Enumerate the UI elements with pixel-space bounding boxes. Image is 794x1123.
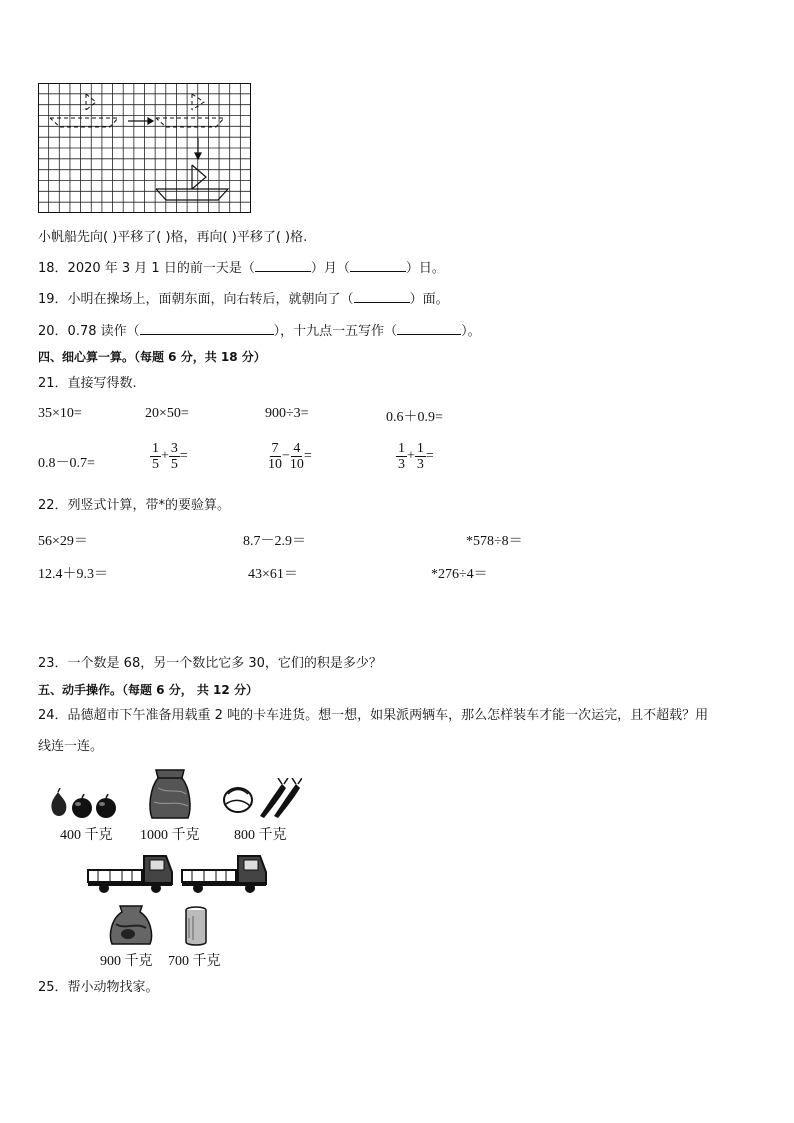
calc-item: 0.8－0.7= [38, 456, 95, 471]
question-text: ）日。 [405, 261, 445, 276]
fraction: $\frac{4}{10}$ [289, 441, 304, 472]
arrow-down-icon [195, 138, 201, 159]
question-24 [38, 707, 708, 725]
question-24-line2: 线连一连。 [38, 739, 104, 754]
answer-blank-day[interactable] [350, 259, 406, 272]
translation-grid-figure [38, 83, 252, 214]
question-number: 19． [38, 292, 68, 307]
fraction: $\frac{7}{10}$ [268, 441, 282, 472]
operator: − [282, 448, 290, 464]
calc-item: 12.4＋9.3＝ [38, 567, 108, 582]
question-text: 列竖式计算，带*的要验算。 [67, 498, 231, 513]
fraction: $\frac{1}{5}$ [152, 441, 159, 472]
question-18 [38, 259, 445, 278]
weight-label-sack: 1000 千克 [140, 828, 200, 843]
pear-apple-icon [48, 788, 120, 820]
section-5-title: 五、动手操作。（每题 6 分， 共 12 分） [38, 683, 258, 697]
sack-icon [148, 768, 192, 820]
question-23 [38, 655, 382, 673]
question-text: 2020 年 3 月 1 日的前一天是（ [67, 261, 255, 276]
question-text: 帮小动物找家。 [67, 980, 159, 995]
question-20 [38, 322, 481, 341]
question-number: 22． [38, 498, 68, 513]
question-text: 0.78 读作（ [67, 324, 140, 339]
fraction: $\frac{1}{3}$ [398, 441, 405, 472]
equals-sign: = [303, 448, 312, 464]
answer-blank-read[interactable] [140, 322, 274, 335]
q17-caption: 小帆船先向( )平移了( )格，再向( )平移了( )格. [38, 230, 308, 245]
calc-item: 0.6＋0.9= [386, 410, 443, 425]
calc-item: *578÷8＝ [466, 534, 523, 549]
section-4-title: 四、细心算一算。（每题 6 分，共 18 分） [38, 350, 266, 364]
answer-blank-month[interactable] [255, 259, 311, 272]
calc-item: 900÷3= [265, 406, 309, 421]
question-text: ）面。 [409, 292, 449, 307]
fraction-expression [150, 441, 188, 472]
question-text: ），十九点一五写作（ [273, 324, 398, 339]
operator: + [407, 448, 415, 464]
question-21-prompt [38, 375, 137, 393]
question-number: 23． [38, 656, 68, 671]
calc-item: *276÷4＝ [431, 567, 488, 582]
question-22-prompt [38, 497, 230, 515]
fraction: $\frac{1}{3}$ [416, 441, 424, 472]
arrow-right-icon [128, 118, 153, 124]
question-text: ）。 [461, 324, 481, 339]
question-text: ）月（ [310, 261, 350, 276]
bag-icon [108, 904, 154, 946]
operator: + [161, 448, 169, 464]
weight-label-bag: 900 千克 [100, 954, 153, 969]
question-number: 25． [38, 980, 68, 995]
question-25 [38, 979, 159, 997]
calc-item: 8.7－2.9＝ [243, 534, 306, 549]
question-text: 直接写得数. [67, 376, 137, 391]
calc-item: 20×50= [145, 406, 189, 421]
question-text: 小明在操场上，面朝东面，向右转后，就朝向了（ [67, 292, 354, 307]
fraction-expression: $\frac{1}{3}$ + $\frac{1}{3}$ = [398, 441, 434, 472]
question-text: 一个数是 68，另一个数比它多 30，它们的积是多少？ [67, 656, 382, 671]
vegetables-icon [220, 778, 302, 818]
weight-label-vegetables: 800 千克 [234, 828, 287, 843]
equals-sign: = [179, 448, 188, 464]
answer-blank-direction[interactable] [354, 290, 410, 303]
question-19 [38, 290, 449, 309]
question-number: 24． [38, 708, 68, 723]
fraction: $\frac{3}{5}$ [170, 441, 178, 472]
question-text: 品德超市下午准备用载重 2 吨的卡车进货。想一想，如果派两辆车，那么怎样装车才能一次运完，且不超载？用 [67, 708, 709, 723]
truck-icon [180, 850, 268, 894]
calc-item: 56×29＝ [38, 534, 88, 549]
question-number: 18． [38, 261, 68, 276]
weight-label-can: 700 千克 [168, 954, 221, 969]
question-number: 21． [38, 376, 68, 391]
truck-icon [86, 850, 174, 894]
fraction-expression [268, 441, 312, 472]
weight-label-fruit: 400 千克 [60, 828, 113, 843]
answer-blank-write[interactable] [397, 322, 461, 335]
calc-item: 35×10= [38, 406, 82, 421]
question-number: 20． [38, 324, 68, 339]
sailboat-original [50, 94, 118, 127]
calc-item: 43×61＝ [248, 567, 298, 582]
sailboat-final [156, 165, 228, 200]
can-icon [184, 906, 208, 946]
